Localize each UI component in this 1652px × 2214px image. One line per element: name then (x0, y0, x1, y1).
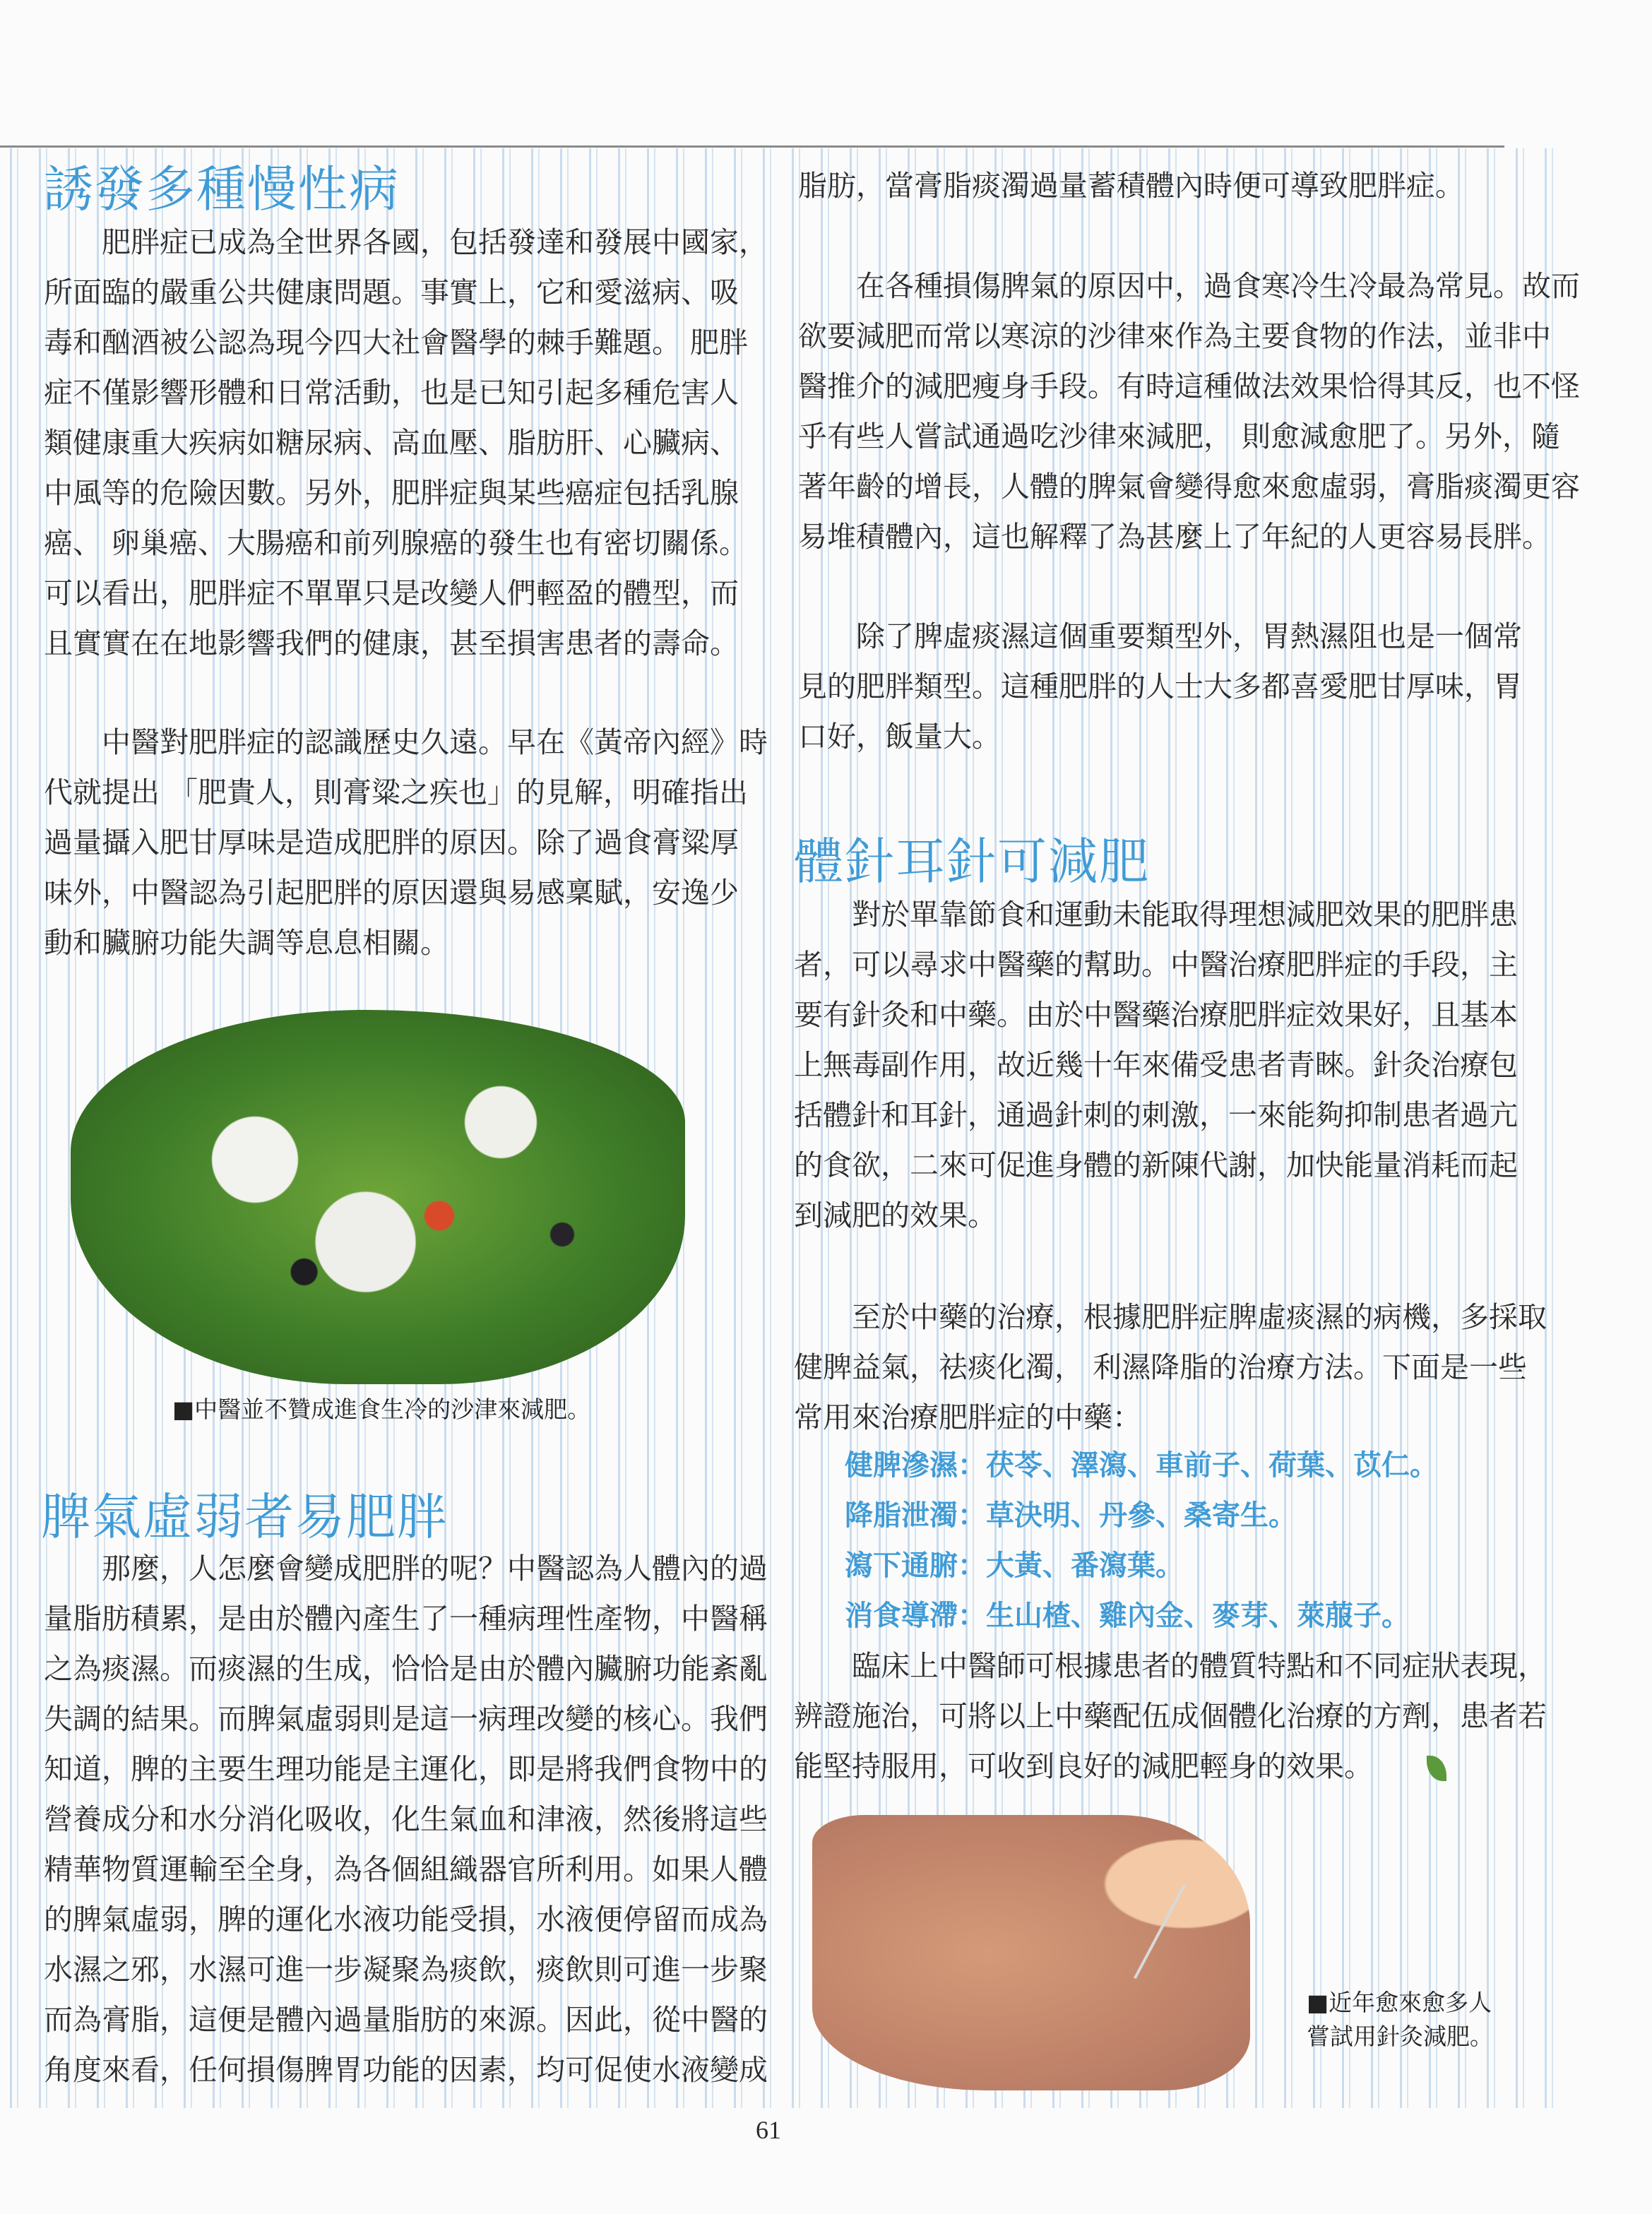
salad-caption: ■中醫並不贊成進食生冷的沙津來減肥。 (172, 1395, 591, 1423)
acupuncture-caption: ■近年愈來愈多人 嘗試用針灸減肥。 (1307, 1989, 1493, 2050)
acupuncture-photo (812, 1815, 1250, 2090)
herb-list-item: 瀉下通腑：大黃、番瀉葉。 (845, 1549, 1184, 1582)
salad-photo (71, 1010, 685, 1384)
paragraph-cold-food: 在各種損傷脾氣的原因中，過食寒冷生冷最為常見。故而 欲要減肥而常以寒涼的沙律來作為主要食物的作法，並非中 醫推介的減肥瘦身手段。有時這種做法效果恰得其反，也不怪 乎有些人嘗試通過吃沙律來減肥， 則愈減愈肥了。另外，隨 著年齡的增長，人體的脾氣會變得愈來愈虛弱，膏脂痰濁更容 易堆積體內，這也解釋了為甚麼上了年紀的人更容易長胖。 (798, 269, 1580, 554)
page-number: 61 (756, 2116, 781, 2144)
paragraph-acupuncture: 對於單靠節食和運動未能取得理想減肥效果的肥胖患 者，可以尋求中醫藥的幫助。中醫治療肥胖症的手段，主 要有針灸和中藥。由於中醫藥治療肥胖症效果好，且基本 上無毒副作用，故近幾十年來備受患者青睞。針灸治療包 括體針和耳針，通過針刺的刺激，一來能夠抑制患者過亢 的食欲，二來可促進身體的新陳代謝，加快能量消耗而起 到減肥的效果。 (794, 898, 1518, 1232)
top-rule (0, 145, 1504, 148)
paragraph-stomach-heat: 除了脾虛痰濕這個重要類型外，胃熱濕阻也是一個常 見的肥胖類型。這種肥胖的人士大多都喜愛肥甘厚味，胃 口好，飯量大。 (798, 619, 1522, 754)
paragraph-tcm-history: 中醫對肥胖症的認識歷史久遠。早在《黃帝內經》時 代就提出 「肥貴人，則膏粱之疾也」的見解，明確指出 過量攝入肥甘厚味是造成肥胖的原因。除了過食膏粱厚 味外，中醫認為引起肥胖的原因還與易感稟賦，安逸少 動和臟腑功能失調等息息相關。 (44, 725, 768, 960)
heading-chronic-disease: 誘發多種慢性病 (44, 160, 400, 218)
heading-acupuncture: 體針耳針可減肥 (794, 833, 1150, 891)
herb-list-item: 健脾滲濕：茯苓、澤瀉、車前子、荷葉、苡仁。 (845, 1449, 1438, 1482)
herb-list-item: 降脂泄濁：草決明、丹參、桑寄生。 (845, 1499, 1297, 1532)
paragraph-obesity-health: 肥胖症已成為全世界各國，包括發達和發展中國家， 所面臨的嚴重公共健康問題。事實上，它和愛滋病、吸 毒和酗酒被公認為現今四大社會醫學的棘手難題。 肥胖 症不僅影響形體和日常活動，也是已知引起多種危害人 類健康重大疾病如糖尿病、高血壓、脂肪肝、心臟病、 中風等的危險因數。另外，肥胖症與某些癌症包括乳腺 癌、 卵巢癌、大腸癌和前列腺癌的發生也有密切關係。 可以看出，肥胖症不單單只是改變人們輕盈的體型，而 且實實在在地影響我們的健康，甚至損害患者的壽命。 (44, 225, 768, 660)
paragraph-clinical: 臨床上中醫師可根據患者的體質特點和不同症狀表現， 辨證施治，可將以上中藥配伍成個體化治療的方劑，患者若 能堅持服用，可收到良好的減肥輕身的效果。 (794, 1649, 1547, 1783)
paragraph-herbal-treatment: 至於中藥的治療，根據肥胖症脾虛痰濕的病機，多採取 健脾益氣，祛痰化濁， 利濕降脂的治療方法。下面是一些 常用來治療肥胖症的中藥： (794, 1300, 1547, 1434)
paragraph-spleen-qi: 那麼，人怎麼會變成肥胖的呢？中醫認為人體內的過 量脂肪積累，是由於體內產生了一種病理性產物，中醫稱 之為痰濕。而痰濕的生成，恰恰是由於體內臟腑功能紊亂 失調的結果。而脾氣虛弱則是這一病理改變的核心。我們 知道，脾的主要生理功能是主運化，即是將我們食物中的 營養成分和水分消化吸收，化生氣血和津液，然後將這些 精華物質運輸至全身，為各個組織器官所利用。如果人體 的脾氣虛弱，脾的運化水液功能受損，水液便停留而成為 水濕之邪，水濕可進一步凝聚為痰飲，痰飲則可進一步聚 而為膏脂，這便是體內過量脂肪的來源。因此，從中醫的 角度來看，任何損傷脾胃功能的因素，均可促使水液變成 (44, 1552, 768, 2087)
paragraph-fat-continuation: 脂肪，當膏脂痰濁過量蓄積體內時便可導致肥胖症。 (798, 169, 1464, 203)
heading-spleen-qi: 脾氣虛弱者易肥胖 (41, 1488, 448, 1546)
herb-list-item: 消食導滯：生山楂、雞內金、麥芽、萊菔子。 (845, 1600, 1410, 1632)
